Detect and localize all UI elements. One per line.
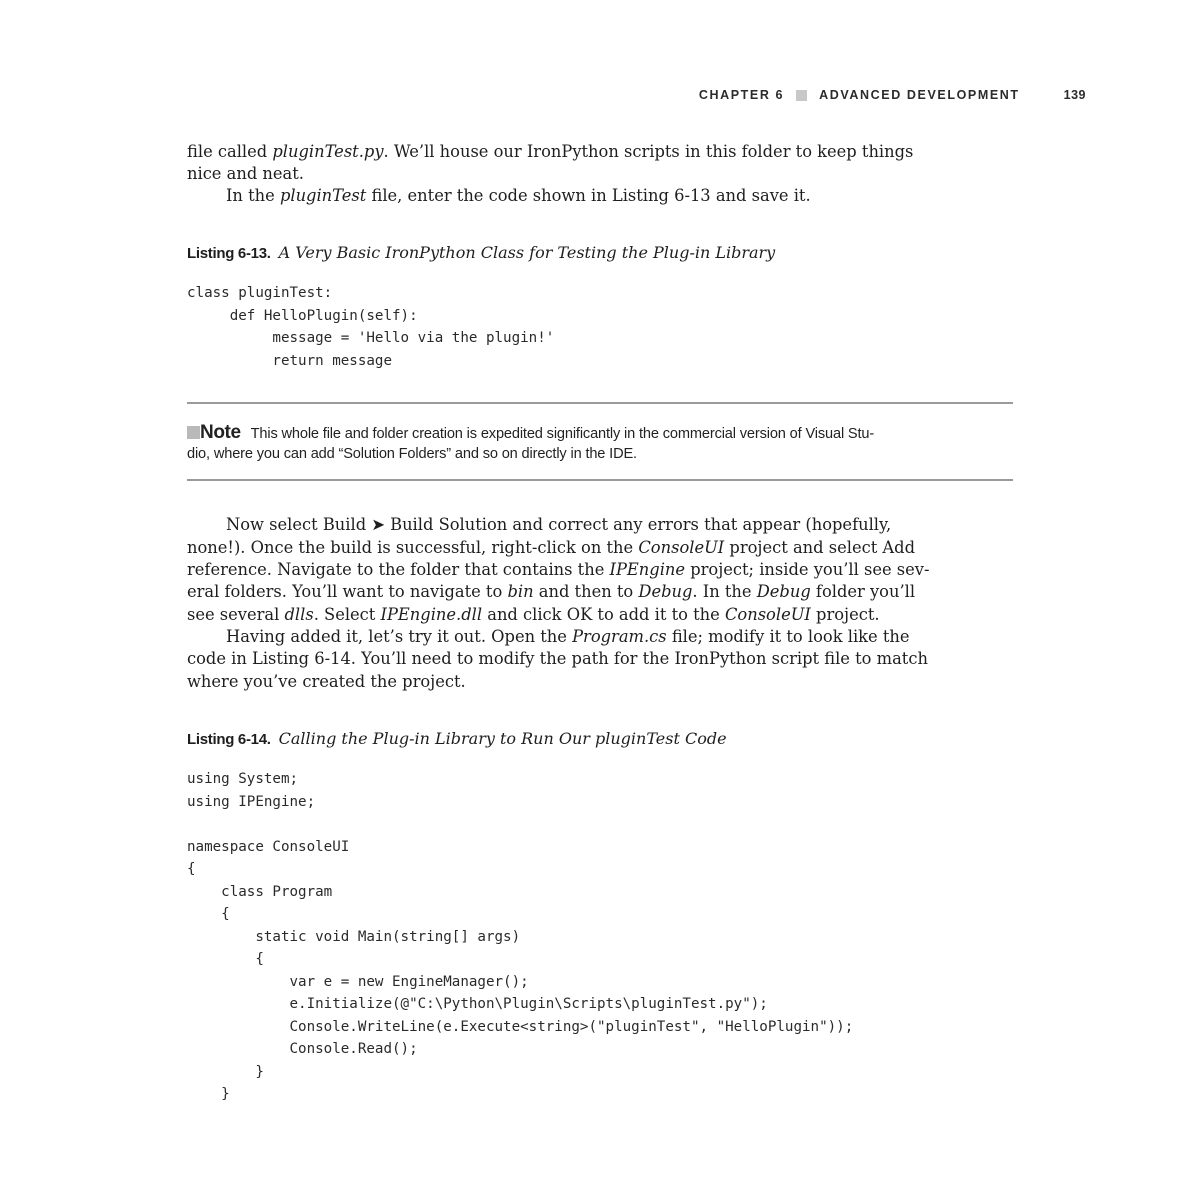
file-type: dlls [284, 605, 314, 624]
section-label: ADVANCED DEVELOPMENT [819, 88, 1020, 102]
text: In the [226, 186, 280, 205]
intro-line-3 [226, 185, 811, 207]
listing-6-13-caption [187, 243, 775, 263]
body-line-4 [187, 581, 915, 603]
text: Having added it, let’s try it out. Open the [226, 627, 573, 646]
text: file, enter the code shown in Listing 6-13 and save it. [366, 186, 811, 205]
text: folder you’ll [810, 582, 916, 601]
text: . We’ll house our IronPython scripts in this folder to keep things [383, 142, 914, 161]
text: none!). Once the build is successful, right-click on the [187, 538, 639, 557]
text: file; modify it to look like the [666, 627, 910, 646]
body-line-6 [226, 626, 910, 648]
text: project. [810, 605, 880, 624]
file-name: IPEngine.dll [380, 605, 483, 624]
listing-title: A Very Basic IronPython Class for Testing the Plug-in Library [278, 243, 776, 262]
listing-6-13-code: class pluginTest: def HelloPlugin(self): message = 'Hello via the plugin!' return message [187, 285, 555, 369]
body-line-5 [187, 604, 880, 626]
text: reference. Navigate to the folder that contains the [187, 560, 610, 579]
note-bottom-rule [187, 479, 1013, 481]
text: and click OK to add it to the [482, 605, 725, 624]
note-label: Note [200, 422, 241, 443]
note-line-1 [187, 422, 874, 445]
text: . In the [692, 582, 757, 601]
running-header [560, 86, 1086, 104]
text: and then to [533, 582, 639, 601]
listing-title: Calling the Plug-in Library to Run Our pluginTest Code [278, 729, 727, 748]
intro-line-1 [187, 141, 913, 163]
note-square-icon [187, 426, 200, 439]
folder-name: Debug [756, 582, 811, 601]
note-top-rule [187, 402, 1013, 404]
project-name: IPEngine [609, 560, 686, 579]
project-name: ConsoleUI [724, 605, 811, 624]
file-name: pluginTest [279, 186, 367, 205]
header-square-icon [796, 90, 807, 101]
folder-name: Debug [638, 582, 693, 601]
project-name: ConsoleUI [638, 538, 725, 557]
listing-6-14-caption [187, 729, 727, 749]
file-name: pluginTest.py [272, 142, 384, 161]
folder-name: bin [507, 582, 534, 601]
text: project and select Add [724, 538, 916, 557]
note-text: This whole file and folder creation is expedited significantly in the commercial version of Visual Stu- [250, 426, 875, 442]
chapter-label: CHAPTER 6 [698, 88, 785, 102]
body-line-7: code in Listing 6-14. You’ll need to modify the path for the IronPython script file to match [187, 649, 928, 668]
text: eral folders. You’ll want to navigate to [187, 582, 508, 601]
text: project; inside you’ll see sev- [685, 560, 930, 579]
note-line-2: dio, where you can add “Solution Folders” and so on directly in the IDE. [187, 446, 637, 462]
listing-label: Listing 6-13. [187, 245, 271, 262]
listing-6-14-code: using System; using IPEngine; namespace ConsoleUI { class Program { static void Main(string[] args) { var e = new EngineManager(); e.Initialize(@"C:\Python\Plugin\Scripts\pluginTest.py"); Console.WriteLine(e.Execute<string>("pluginTest", "HelloPlugin")); Console.Read(); } } [187, 771, 854, 1102]
text: file called [187, 142, 273, 161]
file-name: Program.cs [572, 627, 667, 646]
body-line-3 [187, 559, 929, 581]
text: see several [187, 605, 285, 624]
body-line-8: where you’ve created the project. [187, 672, 466, 691]
body-line-1: Now select Build ➤ Build Solution and correct any errors that appear (hopefully, [226, 515, 892, 534]
page-number: 139 [1063, 88, 1086, 102]
body-line-2 [187, 537, 915, 559]
listing-label: Listing 6-14. [187, 731, 271, 748]
intro-line-2: nice and neat. [187, 164, 304, 183]
text: . Select [313, 605, 381, 624]
